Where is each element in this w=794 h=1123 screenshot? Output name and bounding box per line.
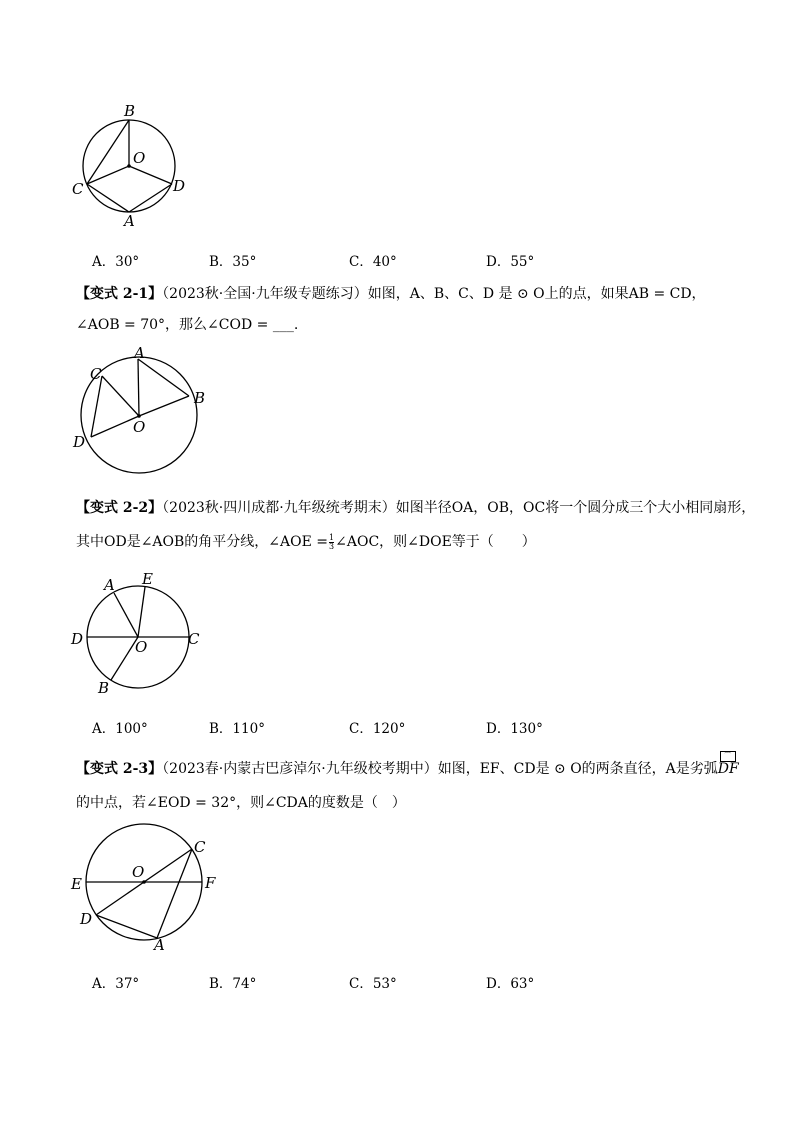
q22-source: （2023秋·四川成都·九年级统考期末） <box>162 500 396 516</box>
option-b[interactable]: B．74° <box>209 976 257 992</box>
segment-ca <box>87 184 129 212</box>
label-f: F <box>205 874 216 892</box>
q21-text2: ∠AOB = 70°，那么∠COD = ___. <box>76 317 299 333</box>
segment-cd <box>91 376 102 437</box>
option-a[interactable]: A．100° <box>92 721 148 737</box>
label-c: C <box>188 630 200 648</box>
label-e: E <box>71 875 82 893</box>
label-a: A <box>124 212 135 230</box>
label-a: A <box>154 936 165 954</box>
label-d: D <box>173 177 186 195</box>
label-c: C <box>194 838 206 856</box>
label-a: A <box>134 344 145 362</box>
label-o: O <box>132 863 145 881</box>
option-d[interactable]: D．63° <box>486 976 535 992</box>
segment-ab <box>138 359 189 396</box>
fraction-denominator: 3 <box>329 541 335 551</box>
fraction-numerator: 1 <box>329 532 335 542</box>
figure-circle-diameters <box>64 822 234 952</box>
label-d: D <box>71 630 84 648</box>
radius-oe <box>138 587 145 637</box>
q23-text2: 的中点，若∠EOD = 32°，则∠CDA的度数是（ ） <box>76 795 406 811</box>
fraction-one-third <box>329 534 334 551</box>
q22-text1: 如图半径OA，OB，OC将一个圆分成三个大小相同扇形， <box>395 500 756 516</box>
q22-tag: 【变式 2-2】 <box>76 500 163 516</box>
segment-ad <box>129 184 172 212</box>
q21-tag: 【变式 2-1】 <box>76 286 163 302</box>
q22-line1 <box>76 497 755 517</box>
option-d[interactable]: D．130° <box>486 721 543 737</box>
segment-ca <box>157 849 192 938</box>
option-a[interactable]: A．30° <box>92 254 140 270</box>
label-b: B <box>98 679 110 697</box>
segment-co <box>102 376 139 416</box>
q21-line1 <box>76 283 706 303</box>
label-c: C <box>90 365 102 383</box>
q21-text1: 如图，A、B、C、D 是 ⊙ O上的点，如果AB = CD， <box>367 286 706 302</box>
q21-line2 <box>76 314 298 334</box>
q23-source: （2023春·内蒙古巴彦淖尔·九年级校考期中） <box>162 761 438 777</box>
q23-text1: 如图，EF、CD是 ⊙ O的两条直径，A是劣弧 <box>437 761 718 777</box>
figure-circle-sectors <box>66 570 216 700</box>
q23-tag: 【变式 2-3】 <box>76 761 163 777</box>
q23-options <box>92 972 652 992</box>
segment-do <box>91 416 139 437</box>
center-dot <box>127 164 131 168</box>
arc-label: DF <box>717 761 739 777</box>
q22-line2 <box>76 531 536 551</box>
q22-options <box>92 717 652 737</box>
label-o: O <box>133 149 146 167</box>
option-b[interactable]: B．35° <box>209 254 257 270</box>
label-d: D <box>73 433 86 451</box>
q23-line2 <box>76 792 406 812</box>
arc-df <box>717 752 739 777</box>
option-d[interactable]: D．55° <box>486 254 535 270</box>
option-c[interactable]: C．120° <box>349 721 406 737</box>
label-d: D <box>80 910 93 928</box>
segment-od <box>129 166 172 184</box>
option-a[interactable]: A．37° <box>92 976 140 992</box>
segment-ob <box>139 396 189 416</box>
q1-options <box>92 250 652 270</box>
q23-line1 <box>76 752 739 778</box>
radius-ob <box>111 637 138 680</box>
label-a: A <box>104 576 115 594</box>
q22-text2-post: ∠AOC，则∠DOE等于（ ） <box>335 534 536 550</box>
label-b: B <box>194 389 206 407</box>
arc-icon: ⌒ <box>720 751 736 762</box>
radius-oa <box>114 593 138 637</box>
option-b[interactable]: B．110° <box>209 721 265 737</box>
option-c[interactable]: C．40° <box>349 254 397 270</box>
label-b: B <box>124 102 136 120</box>
label-o: O <box>135 638 148 656</box>
q21-source: （2023秋·全国·九年级专题练习） <box>162 286 368 302</box>
q22-text2-pre: 其中OD是∠AOB的角平分线，∠AOE = <box>76 534 329 550</box>
segment-ao <box>138 359 139 416</box>
figure-circle-abcd-2 <box>68 340 228 480</box>
label-o: O <box>133 418 146 436</box>
segment-da <box>96 915 157 938</box>
label-c: C <box>72 180 84 198</box>
label-e: E <box>142 570 153 588</box>
option-c[interactable]: C．53° <box>349 976 397 992</box>
figure-circle-abcd-1 <box>60 95 220 235</box>
